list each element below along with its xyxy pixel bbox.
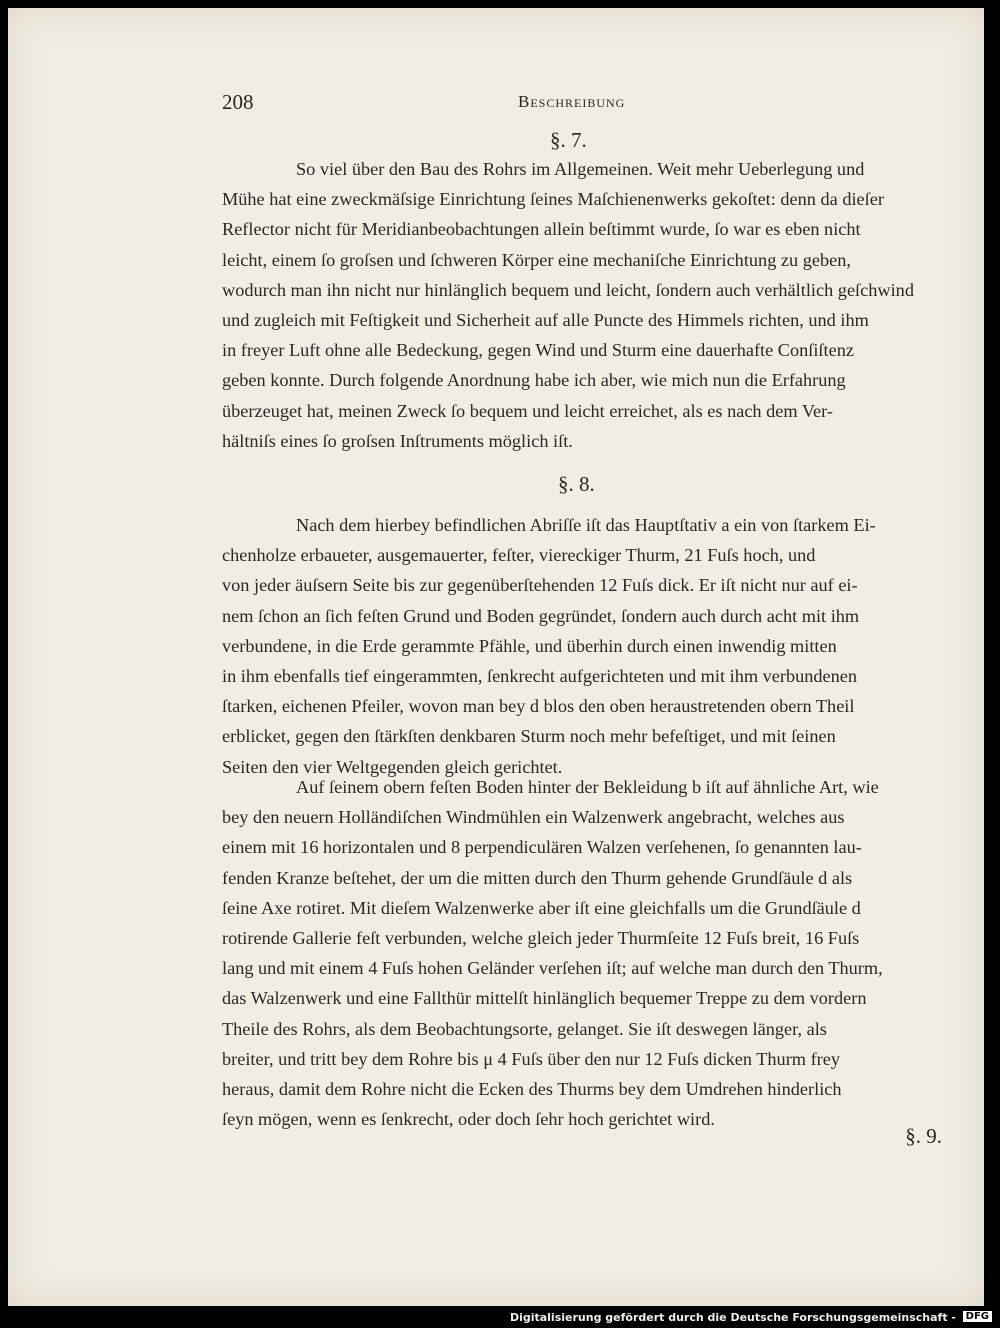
- text-line: Mühe hat eine zweckmäſsige Einrichtung ſeines Maſchienenwerks gekoſtet: denn da dieſer: [222, 189, 884, 210]
- catchword: §. 9.: [905, 1124, 942, 1148]
- text-line: einem mit 16 horizontalen und 8 perpendiculären Walzen verſehenen, ſo genannten lau-: [222, 837, 862, 858]
- text-line: verbundene, in die Erde gerammte Pfähle, und überhin durch einen inwendig mitten: [222, 635, 837, 656]
- text-line: ſtarken, eichenen Pfeiler, wovon man bey d blos den oben heraustretenden obern Theil: [222, 696, 855, 717]
- text-line: geben konnte. Durch folgende Anordnung habe ich aber, wie mich nun die Erfahrung: [222, 370, 846, 391]
- page-header: [8, 90, 984, 120]
- text-line: chenholze erbaueter, ausgemauerter, feſter, viereckiger Thurm, 21 Fuſs hoch, und: [222, 545, 816, 566]
- text-line: breiter, und tritt bey dem Rohre bis μ 4 Fuſs über den nur 12 Fuſs dicken Thurm frey: [222, 1048, 841, 1069]
- text-line: ſeyn mögen, wenn es ſenkrecht, oder doch ſehr hoch gerichtet wird.: [222, 1109, 715, 1130]
- text-line: bey den neuern Holländiſchen Windmühlen ein Walzenwerk angebracht, welches aus: [222, 807, 845, 828]
- paragraph-1: [222, 154, 948, 456]
- funding-note: Digitalisierung gefördert durch die Deutsche Forschungsgemeinschaft -: [509, 1311, 956, 1324]
- running-title: Beschreibung: [518, 92, 626, 111]
- book-page: [8, 8, 984, 1306]
- text-line: überzeuget hat, meinen Zweck ſo bequem und leicht erreichet, als es nach dem Ver-: [222, 400, 833, 421]
- text-line: Auf ſeinem obern feſten Boden hinter der Bekleidung b iſt auf ähnliche Art, wie: [296, 777, 879, 797]
- text-line: das Walzenwerk und eine Fallthür mittelſt hinlänglich bequemer Treppe zu dem vordern: [222, 988, 867, 1009]
- text-line: ſeine Axe rotiret. Mit dieſem Walzenwerke aber iſt eine gleichfalls um die Grundſäule d: [222, 897, 861, 918]
- text-line: Reflector nicht für Meridianbeobachtungen allein beſtimmt wurde, ſo war es eben nicht: [222, 219, 861, 240]
- text-line: und zugleich mit Feſtigkeit und Sicherheit auf alle Puncte des Himmels richten, und ihm: [222, 310, 869, 331]
- paragraph-2: [222, 510, 948, 782]
- paragraph-3: [222, 772, 948, 1134]
- section-8-heading: §. 8.: [558, 472, 595, 496]
- text-line: erblicket, gegen den ſtärkſten denkbaren Sturm noch mehr befeſtiget, und mit ſeinen: [222, 726, 836, 747]
- text-line: heraus, damit dem Rohre nicht die Ecken des Thurms bey dem Umdrehen hinderlich: [222, 1079, 842, 1100]
- text-line: von jeder äuſsern Seite bis zur gegenüberſtehenden 12 Fuſs dick. Er iſt nicht nur auf ei-: [222, 575, 858, 596]
- text-line: wodurch man ihn nicht nur hinlänglich bequem und leicht, ſondern auch verhältlich geſchwind: [222, 279, 914, 300]
- text-line: in freyer Luft ohne alle Bedeckung, gegen Wind und Sturm eine dauerhafte Conſiſtenz: [222, 340, 854, 361]
- text-line: Seiten den vier Weltgegenden gleich gerichtet.: [222, 756, 563, 777]
- text-line: Theile des Rohrs, als dem Beobachtungsorte, gelanget. Sie iſt deswegen länger, als: [222, 1018, 827, 1039]
- text-line: in ihm ebenfalls tief eingerammten, ſenkrecht aufgerichteten und mit ihm verbundenen: [222, 666, 858, 687]
- dfg-logo: DFG: [963, 1311, 992, 1322]
- text-line: So viel über den Bau des Rohrs im Allgemeinen. Weit mehr Ueberlegung und: [296, 159, 865, 179]
- text-line: fenden Kranze beſtehet, der um die mitten durch den Thurm gehende Grundſäule d als: [222, 867, 853, 888]
- text-line: lang und mit einem 4 Fuſs hohen Geländer verſehen iſt; auf welche man durch den Thurm,: [222, 958, 883, 979]
- text-line: hältniſs eines ſo groſsen Inſtruments möglich iſt.: [222, 430, 573, 451]
- text-line: rotirende Gallerie feſt verbunden, welche gleich jeder Thurmſeite 12 Fuſs breit, 16 Fuſs: [222, 928, 860, 949]
- text-line: Nach dem hierbey befindlichen Abriſſe iſt das Hauptſtativ a ein von ſtarkem Ei-: [296, 515, 876, 535]
- text-line: nem ſchon an ſich feſten Grund und Boden gegründet, ſondern auch durch acht mit ihm: [222, 605, 860, 626]
- section-7-heading: §. 7.: [550, 128, 587, 152]
- text-line: leicht, einem ſo groſsen und ſchweren Körper eine mechaniſche Einrichtung zu geben,: [222, 249, 851, 270]
- page-number: 208: [222, 90, 254, 114]
